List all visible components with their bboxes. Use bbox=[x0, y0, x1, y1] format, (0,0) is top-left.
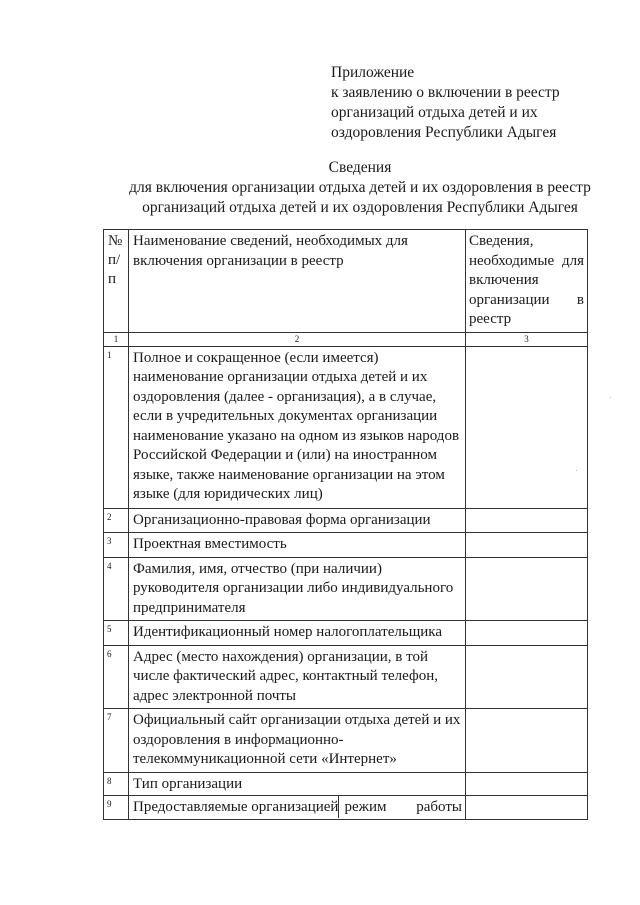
document-heading bbox=[60, 158, 640, 218]
row-value-cell[interactable] bbox=[466, 709, 588, 773]
annex-line: к заявлению о включении в реестр bbox=[331, 84, 560, 101]
row-name-left: Предоставляемые организацией bbox=[133, 799, 339, 815]
annex-line: оздоровления Республики Адыгея bbox=[331, 124, 557, 141]
row-name bbox=[129, 796, 466, 820]
row-number: 9 bbox=[104, 796, 129, 820]
table-row bbox=[104, 772, 588, 796]
row-name-right bbox=[338, 796, 462, 818]
column-index: 2 bbox=[129, 332, 466, 346]
row-name: Тип организации bbox=[129, 772, 466, 796]
row-value-cell[interactable] bbox=[466, 621, 588, 646]
header-info-word: в bbox=[576, 291, 584, 308]
heading-title: Сведения bbox=[328, 159, 392, 176]
column-index-row bbox=[104, 332, 588, 346]
heading-line: организаций отдыха детей и их оздоровления Республики Адыгея bbox=[142, 199, 578, 216]
annex-line: организаций отдыха детей и их bbox=[331, 104, 538, 121]
table-row bbox=[104, 621, 588, 646]
header-info-cell: Сведения, необходимые для включения организации в реестр bbox=[466, 230, 588, 333]
table-row bbox=[104, 709, 588, 773]
table-row bbox=[104, 533, 588, 558]
annex-block bbox=[331, 63, 631, 143]
column-index: 3 bbox=[466, 332, 588, 346]
table-row bbox=[104, 557, 588, 621]
row-number: 6 bbox=[104, 645, 129, 709]
header-number-cell: № п/ п bbox=[104, 230, 129, 333]
row-number: 2 bbox=[104, 508, 129, 533]
row-value-cell[interactable] bbox=[466, 533, 588, 558]
header-info-word: организации bbox=[469, 291, 550, 308]
row-name-word: режим bbox=[344, 799, 387, 815]
table-header-row bbox=[104, 230, 588, 333]
row-value-cell[interactable] bbox=[466, 796, 588, 820]
row-value-cell[interactable] bbox=[466, 346, 588, 508]
row-name: Адрес (место нахождения) организации, в той числе фактический адрес, контактный телефон, адрес электронной почты bbox=[129, 645, 466, 709]
row-number: 8 bbox=[104, 772, 129, 796]
scan-speck bbox=[610, 397, 611, 398]
annex-title: Приложение bbox=[331, 64, 415, 81]
row-value-cell[interactable] bbox=[466, 508, 588, 533]
table-row bbox=[104, 346, 588, 508]
column-index: 1 bbox=[104, 332, 129, 346]
registry-table bbox=[103, 229, 588, 820]
table-row bbox=[104, 645, 588, 709]
row-name: Идентификационный номер налогоплательщика bbox=[129, 621, 466, 646]
row-number: 1 bbox=[104, 346, 129, 508]
row-name: Проектная вместимость bbox=[129, 533, 466, 558]
row-number: 7 bbox=[104, 709, 129, 773]
row-number: 5 bbox=[104, 621, 129, 646]
row-value-cell[interactable] bbox=[466, 645, 588, 709]
row-name-word: работы bbox=[416, 799, 462, 815]
row-number: 3 bbox=[104, 533, 129, 558]
header-name-cell: Наименование сведений, необходимых для включения организации в реестр bbox=[129, 230, 466, 333]
row-value-cell[interactable] bbox=[466, 772, 588, 796]
scan-speck bbox=[576, 470, 577, 471]
row-name: Организационно-правовая форма организации bbox=[129, 508, 466, 533]
table-row bbox=[104, 796, 588, 820]
row-name: Полное и сокращенное (если имеется) наименование организации отдыха детей и их оздоровления (далее - организация), а в случае, если в учредительных документах организации наименование указано на одном из языков народов Российской Федерации и (или) на иностранном языке, также наименование организации на этом языке (для юридических лиц) bbox=[129, 346, 466, 508]
row-value-cell[interactable] bbox=[466, 557, 588, 621]
table-row bbox=[104, 508, 588, 533]
row-number: 4 bbox=[104, 557, 129, 621]
row-name: Фамилия, имя, отчество (при наличии) руководителя организации либо индивидуального предпринимателя bbox=[129, 557, 466, 621]
heading-line: для включения организации отдыха детей и их оздоровления в реестр bbox=[129, 179, 591, 196]
row-name: Официальный сайт организации отдыха детей и их оздоровления в информационно- телекоммуникационной сети «Интернет» bbox=[129, 709, 466, 773]
